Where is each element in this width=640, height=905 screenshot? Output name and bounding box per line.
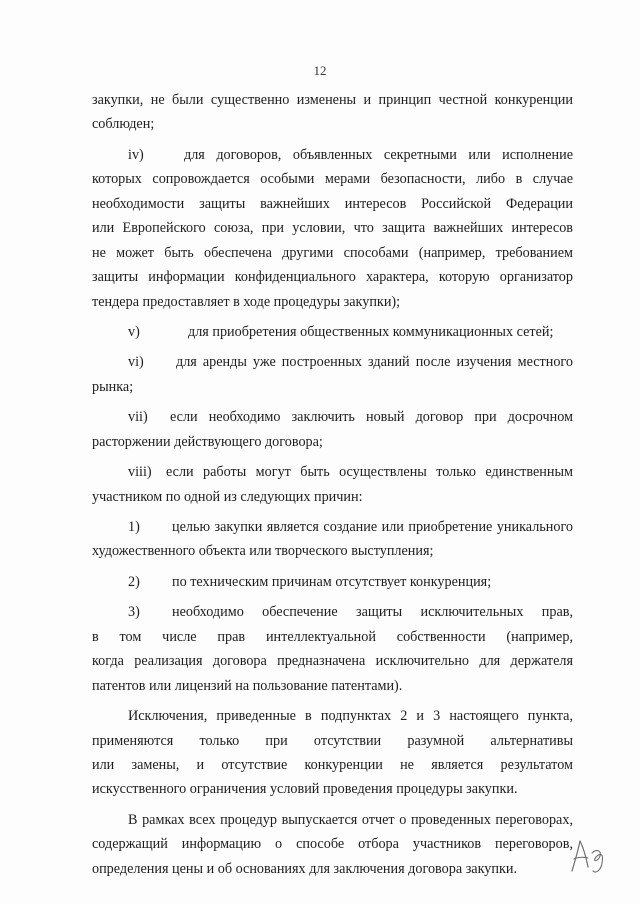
page-number: 12 — [313, 63, 327, 78]
list-number: viii) — [128, 464, 152, 481]
text-line: в том числе прав интеллектуальной собственности (например, — [92, 628, 573, 645]
text-line: когда реализация договора предназначена исключительно для держателя — [92, 653, 573, 670]
text-line: соблюден; — [92, 116, 155, 133]
text-line: или Европейского союза, при условии, что защита важнейших интересов — [92, 220, 573, 237]
list-number: vi) — [128, 354, 144, 371]
text-line: необходимости защиты важнейших интересов Российской Федерации — [92, 195, 573, 212]
text-line: если работы могут быть осуществлены только единственным — [166, 464, 573, 481]
text-line: не может быть обеспечена другими способами (например, требованием — [92, 244, 573, 261]
list-number: 1) — [128, 519, 140, 535]
list-number: 2) — [128, 573, 140, 590]
list-number: v) — [128, 323, 140, 340]
list-item-vi — [92, 350, 573, 374]
text-line: определения цены и об основаниях для заключения договора закупки. — [92, 860, 518, 877]
text-line: Исключения, приведенные в подпунктах 2 и 3 настоящего пункта, — [128, 708, 573, 725]
list-item-2 — [92, 570, 573, 594]
body-text — [92, 88, 573, 881]
text-line: целью закупки является создание или приобретение уникального — [172, 519, 573, 535]
text-line: необходимо обеспечение защиты исключительных прав, — [172, 604, 573, 621]
text-line: художественного объекта или творческого выступления; — [92, 543, 434, 560]
text-line: защиты информации конфиденциального характера, которую организатор — [92, 269, 573, 286]
list-item-viii — [92, 460, 573, 484]
text-line: расторжении действующего договора; — [92, 433, 323, 450]
text-line: рынка; — [92, 378, 134, 395]
list-item-3 — [92, 600, 573, 624]
list-item-1 — [92, 515, 573, 539]
text-line: искусственного ограничения условий проведения процедуры закупки. — [92, 781, 518, 798]
text-line: или замены, и отсутствие конкуренции не является результатом — [92, 756, 573, 773]
text-line: для аренды уже построенных зданий после изучения местного — [176, 354, 573, 371]
text-line: В рамках всех процедур выпускается отчет о проведенных переговорах, — [128, 811, 573, 828]
text-line: для договоров, объявленных секретными или исполнение — [184, 146, 573, 163]
list-number: 3) — [128, 604, 140, 621]
text-line: закупки, не были существенно изменены и принцип честной конкуренции — [92, 92, 573, 108]
text-line: по техническим причинам отсутствует конкуренция; — [172, 573, 492, 590]
signature-mark — [566, 833, 616, 877]
list-item-iv — [92, 143, 573, 167]
text-line: применяются только при отсутствии разумной альтернативы — [92, 732, 573, 749]
text-line: для приобретения общественных коммуникационных сетей; — [188, 323, 554, 340]
list-number: iv) — [128, 146, 144, 163]
list-number: vii) — [128, 409, 148, 426]
text-line: если необходимо заключить новый договор при досрочном — [170, 409, 573, 426]
list-item-vii — [92, 405, 573, 429]
text-line: тендера предоставляет в ходе процедуры закупки); — [92, 293, 401, 310]
list-item-v — [92, 320, 573, 344]
text-line: которых сопровождается особыми мерами безопасности, либо в случае — [92, 171, 573, 188]
text-line: содержащий информацию о способе отбора участников переговоров, — [92, 836, 573, 853]
text-line: участником по одной из следующих причин: — [92, 488, 363, 505]
text-line: патентов или лицензий на пользование патентами). — [92, 677, 403, 694]
